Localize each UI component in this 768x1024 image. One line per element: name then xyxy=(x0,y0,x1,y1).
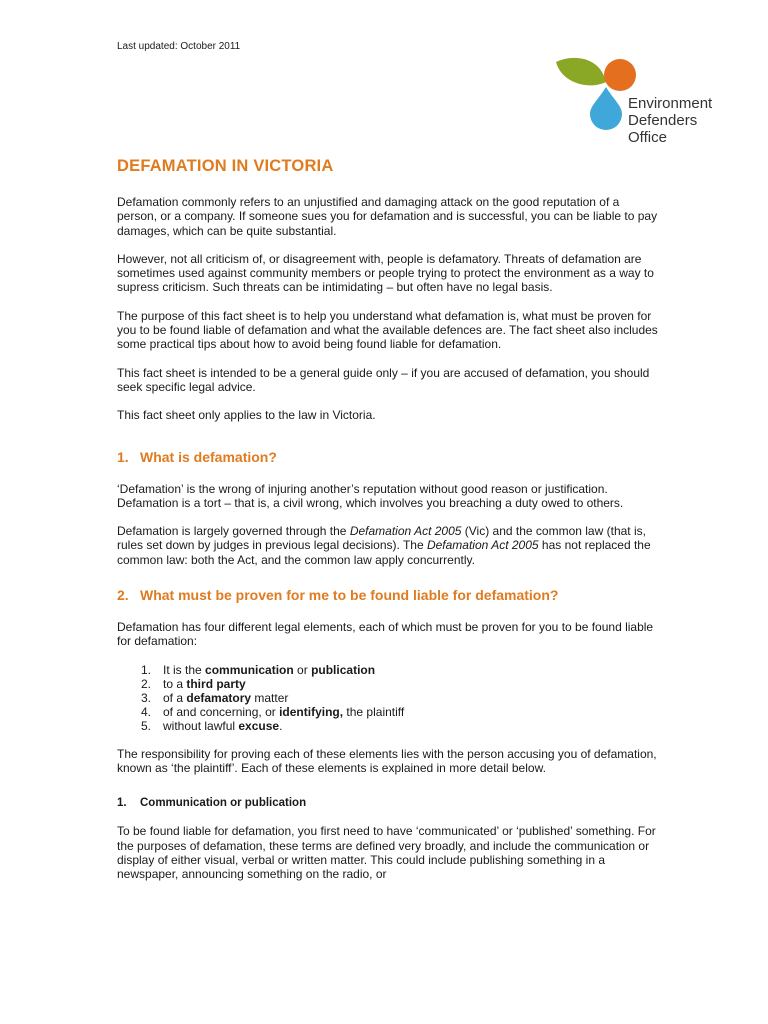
section-2-number: 2. xyxy=(117,587,129,604)
elements-list xyxy=(117,663,662,733)
subsection-1-paragraph: To be found liable for defamation, you first need to have ‘communicated’ or ‘published’ something. For the purposes of defamation, these terms are defined very broadly, and include the communication or display of either visual, verbal or written matter. This could include publishing something in a newspaper, announcing something on the radio, or xyxy=(117,824,656,882)
text-run: It is the xyxy=(163,662,206,677)
logo-drop-shape xyxy=(590,87,622,130)
section-1-title: What is defamation? xyxy=(140,448,277,465)
text-run: without lawful xyxy=(163,718,239,733)
main-content xyxy=(117,157,662,895)
text-run: or xyxy=(293,662,312,677)
bold-term: publication xyxy=(311,662,376,677)
bold-term: defamatory xyxy=(186,690,252,705)
logo-line-2: Defenders xyxy=(628,112,698,129)
section-2-title: What must be proven for me to be found liable for defamation? xyxy=(140,587,559,604)
intro-paragraph-3: The purpose of this fact sheet is to help you understand what defamation is, what must be proven for you to be found liable of defamation and what the available defences are. The fact sheet also includes some practical tips about how to avoid being found liable for defamation. xyxy=(117,308,658,352)
list-item xyxy=(141,719,662,733)
logo-circle-shape xyxy=(604,59,636,91)
list-number: 2. xyxy=(141,676,152,691)
intro-paragraph-1: Defamation commonly refers to an unjustified and damaging attack on the good reputation of a person, or a company. If someone sues you for defamation and is successful, you can be liable to pay damages, which can be quite substantial. xyxy=(117,195,658,238)
logo-line-3: Office xyxy=(628,129,667,146)
section-1-number: 1. xyxy=(117,448,129,465)
logo-line-1: Environment xyxy=(628,95,713,112)
text-run: the plaintiff xyxy=(343,704,405,719)
page-title: DEFAMATION IN VICTORIA xyxy=(117,157,334,175)
logo-leaf-shape xyxy=(556,58,606,86)
section-2-intro: Defamation has four different legal elements, each of which must be proven for you to be found liable for defamation: xyxy=(117,620,654,649)
subsection-1-title: Communication or publication xyxy=(140,797,307,810)
list-item xyxy=(141,663,662,677)
section-1-paragraph-1: ‘Defamation’ is the wrong of injuring another’s reputation without good reason or justification. Defamation is a tort – that is, a civil wrong, which involves you breaching a duty owed to others. xyxy=(117,481,624,510)
list-number: 4. xyxy=(141,704,152,719)
intro-paragraph-2: However, not all criticism of, or disagreement with, people is defamatory. Threats of defamation are sometimes used against community members or people trying to protect the environment as a way to supress criticism. Such threats can be intimidating – but often have no legal basis. xyxy=(117,251,654,295)
list-item xyxy=(141,705,662,719)
last-updated-text: Last updated: October 2011 xyxy=(117,41,241,52)
text-run: (Vic) and the common law (that is, rules set down by judges in previous legal decisions). The xyxy=(117,524,646,553)
logo-wordmark xyxy=(628,95,712,146)
list-number: 5. xyxy=(141,718,152,733)
list-item xyxy=(141,677,662,691)
bold-term: communication xyxy=(205,662,294,677)
responsibility-paragraph: The responsibility for proving each of these elements lies with the person accusing you of defamation, known as ‘the plaintiff’. Each of these elements is explained in more detail below. xyxy=(117,746,657,775)
text-run: to a xyxy=(163,676,187,691)
subsection-1-number: 1. xyxy=(117,797,127,810)
intro-paragraph-5: This fact sheet only applies to the law in Victoria. xyxy=(117,408,376,423)
section-2-heading xyxy=(117,587,662,603)
bold-term: identifying, xyxy=(279,704,344,719)
intro-paragraph-4: This fact sheet is intended to be a general guide only – if you are accused of defamation, you should seek specific legal advice. xyxy=(117,365,650,394)
act-name: Defamation Act 2005 xyxy=(426,538,539,553)
act-name: Defamation Act 2005 xyxy=(349,524,462,539)
text-run: . xyxy=(279,718,283,733)
bold-term: third party xyxy=(186,676,246,691)
section-1-paragraph-2 xyxy=(117,524,662,567)
text-run: of a xyxy=(163,690,187,705)
list-item xyxy=(141,691,662,705)
section-1-heading xyxy=(117,449,662,465)
list-number: 1. xyxy=(141,662,152,677)
text-run: of and concerning, or xyxy=(163,704,280,719)
list-number: 3. xyxy=(141,690,152,705)
text-run: Defamation is largely governed through the xyxy=(117,524,350,539)
bold-term: excuse xyxy=(238,718,280,733)
text-run: matter xyxy=(251,690,289,705)
text-run: has not replaced the common law: both the Act, and the common law apply concurrently. xyxy=(117,538,651,567)
subsection-1-heading xyxy=(117,797,662,809)
